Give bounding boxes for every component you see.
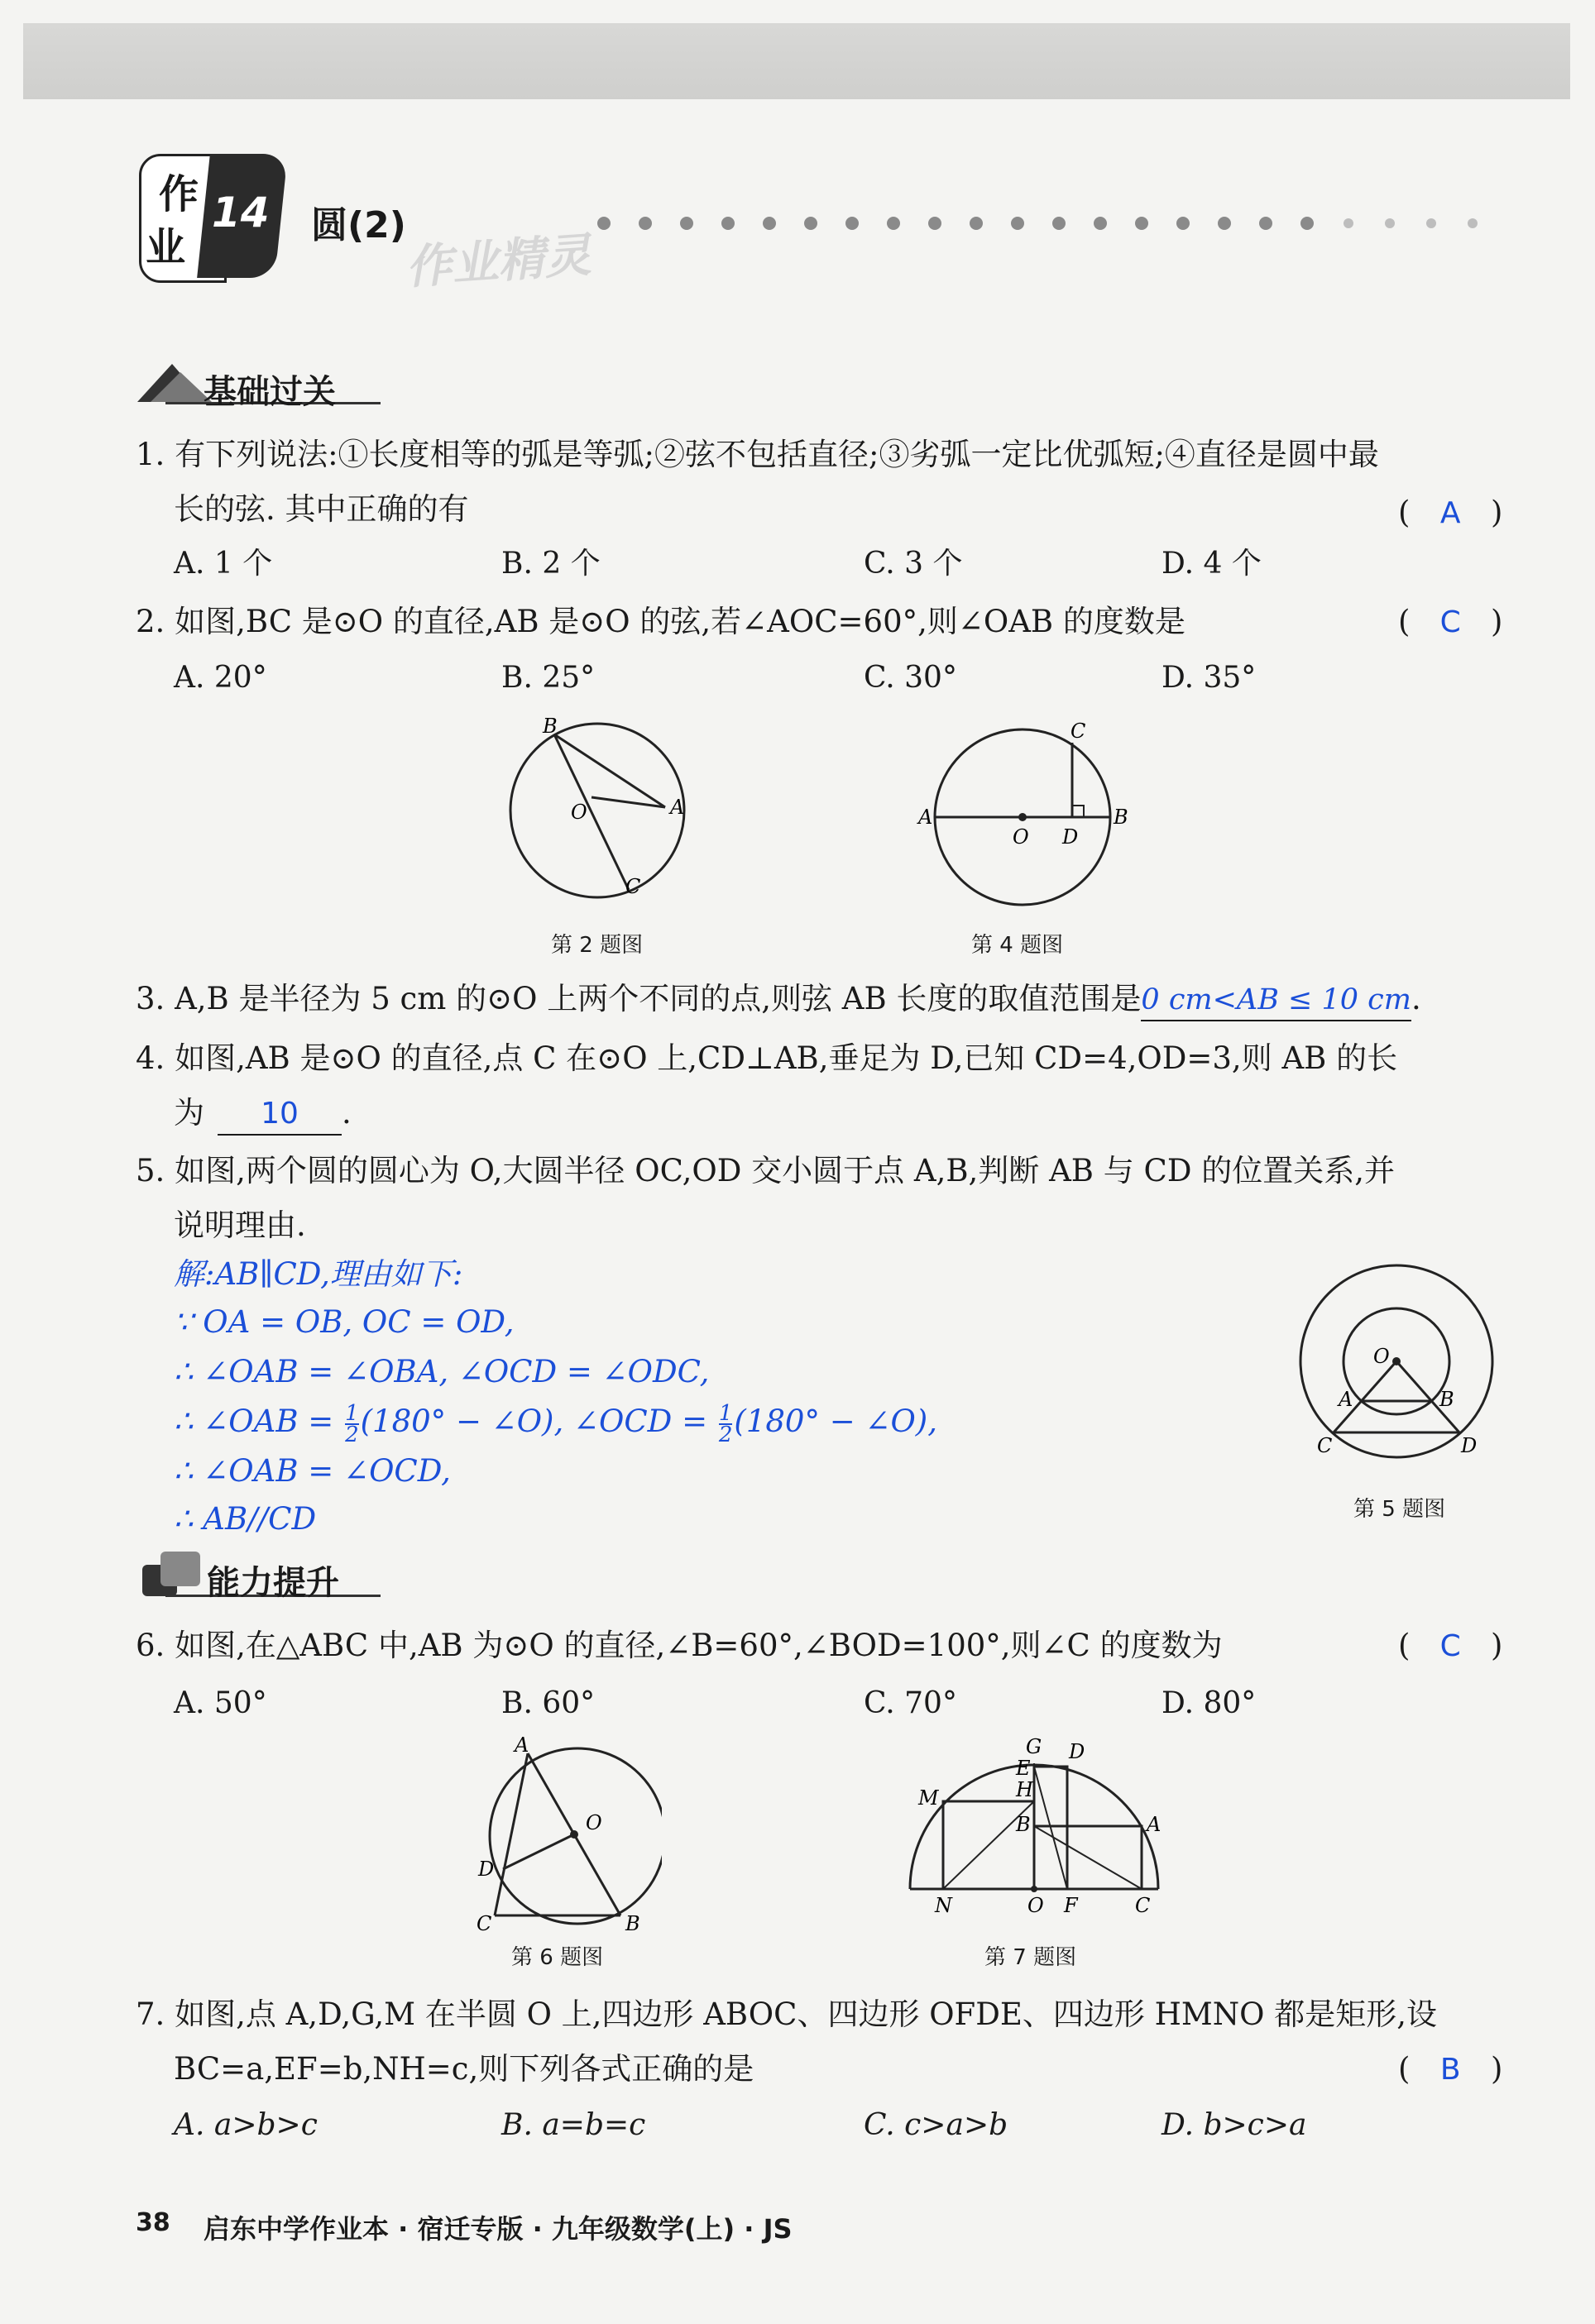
header-dots xyxy=(596,215,1564,232)
q5-solution-2: ∵ OA = OB, OC = OD, xyxy=(174,1304,515,1340)
q5-solution-4-end: (180° − ∠O), xyxy=(734,1403,938,1439)
header-dot xyxy=(721,217,735,230)
header-dot xyxy=(1052,217,1066,230)
q1-option-c: C. 3 个 xyxy=(864,547,963,581)
header-dot xyxy=(763,217,776,230)
q3-answer: 0 cm<AB ≤ 10 cm xyxy=(1141,980,1411,1021)
fig7-label-n: N xyxy=(935,1894,952,1917)
q2-option-b: B. 25° xyxy=(501,661,596,695)
header-dot xyxy=(597,217,611,230)
q1-option-b: B. 2 个 xyxy=(501,547,601,581)
q1-answer: A xyxy=(1439,496,1461,530)
fig7-label-b: B xyxy=(1016,1813,1031,1836)
fig7-label-d: D xyxy=(1069,1740,1085,1763)
q6-answer-paren xyxy=(1398,1626,1502,1666)
q4-answer: 10 xyxy=(218,1094,342,1136)
fig5-caption: 第 5 题图 xyxy=(1353,1497,1446,1522)
section-basic-title: 基础过关 xyxy=(204,373,336,411)
fig7-diag-ef xyxy=(1034,1767,1067,1889)
fig7-label-o: O xyxy=(1027,1894,1044,1917)
fig5-label-c: C xyxy=(1317,1434,1333,1457)
frac-denominator: 2 xyxy=(345,1422,359,1447)
page-title: 圆(2) xyxy=(311,204,406,246)
fraction-half xyxy=(718,1400,733,1447)
fig5-label-b: B xyxy=(1439,1388,1454,1411)
fig7-label-f: F xyxy=(1064,1894,1078,1917)
q2-answer: C xyxy=(1439,605,1461,639)
q3-end: . xyxy=(1411,981,1421,1016)
q5-line2: 说明理由. xyxy=(174,1207,306,1243)
q7-line1: 7. 如图,点 A,D,G,M 在半圆 O 上,四边形 ABOC、四边形 OFDE、四边形 HMNO 都是矩形,设 xyxy=(136,1996,1438,2032)
q4-line1: 4. 如图,AB 是⊙O 的直径,点 C 在⊙O 上,CD⊥AB,垂足为 D,已知 CD=4,OD=3,则 AB 的长 xyxy=(136,1040,1398,1076)
frac-denominator: 2 xyxy=(718,1422,733,1447)
figure-6 xyxy=(463,1737,662,1935)
fig2-caption: 第 2 题图 xyxy=(551,933,644,958)
q1-answer-paren xyxy=(1398,493,1502,533)
q6-option-a: A. 50° xyxy=(174,1686,267,1720)
q5-solution-6: ∴ AB//CD xyxy=(174,1501,317,1537)
fig6-caption: 第 6 题图 xyxy=(511,1945,604,1970)
homework-badge xyxy=(139,154,281,281)
q6-option-b: B. 60° xyxy=(501,1686,596,1720)
q2-text: 2. 如图,BC 是⊙O 的直径,AB 是⊙O 的弦,若∠AOC=60°,则∠OAB 的度数是 xyxy=(136,604,1185,639)
fig2-label-o: O xyxy=(571,801,587,824)
q7-option-c: C. c>a>b xyxy=(864,2108,1008,2142)
paren-close: ) xyxy=(1490,604,1503,639)
header-dot xyxy=(1218,217,1231,230)
fig2-circle xyxy=(510,724,684,897)
paren-close: ) xyxy=(1490,1628,1503,1663)
header-dot xyxy=(1259,217,1272,230)
fig6-radius-od xyxy=(503,1834,574,1869)
header-dot xyxy=(639,217,652,230)
paren-open: ( xyxy=(1398,1628,1411,1663)
q6-option-d: D. 80° xyxy=(1162,1686,1257,1720)
fig7-center-dot xyxy=(1031,1886,1037,1892)
paren-close: ) xyxy=(1490,2051,1503,2087)
q3-text: 3. A,B 是半径为 5 cm 的⊙O 上两个不同的点,则弦 AB 长度的取值范围是 xyxy=(136,981,1142,1016)
header-dot xyxy=(680,217,693,230)
header-dot xyxy=(928,217,941,230)
q1-option-d: D. 4 个 xyxy=(1162,547,1262,581)
q5-solution-4-mid: (180° − ∠O), ∠OCD = xyxy=(360,1403,717,1439)
header-dot xyxy=(887,217,900,230)
q4-prefix: 为 xyxy=(174,1095,204,1131)
header-dot xyxy=(804,217,817,230)
fig7-label-m: M xyxy=(918,1786,939,1810)
fig5-center-dot xyxy=(1392,1357,1401,1365)
fig5-label-a: A xyxy=(1339,1388,1353,1411)
section-advanced-title: 能力提升 xyxy=(207,1564,339,1602)
fig7-label-g: G xyxy=(1026,1735,1042,1758)
fig7-label-c: C xyxy=(1135,1894,1151,1917)
badge-char-2: 业 xyxy=(146,224,186,270)
paren-close: ) xyxy=(1490,495,1503,530)
q5-solution-5: ∴ ∠OAB = ∠OCD, xyxy=(174,1453,451,1489)
q5-solution-4-start: ∴ ∠OAB = xyxy=(174,1403,344,1439)
q4-line2 xyxy=(174,1093,352,1136)
fig7-label-h: H xyxy=(1016,1778,1033,1801)
fig2-label-a: A xyxy=(670,796,685,819)
top-band xyxy=(23,23,1570,99)
q2-option-d: D. 35° xyxy=(1162,661,1257,695)
badge-number: 14 xyxy=(212,189,270,237)
fig4-center-dot xyxy=(1018,813,1027,821)
q6-text: 6. 如图,在△ABC 中,AB 为⊙O 的直径,∠B=60°,∠BOD=100°,则∠C 的度数为 xyxy=(136,1628,1223,1663)
fig4-label-a: A xyxy=(918,806,933,829)
q2-answer-paren xyxy=(1398,602,1502,643)
header-dot xyxy=(970,217,983,230)
header-dot xyxy=(1344,218,1353,228)
fig7-diag-bc xyxy=(1034,1826,1142,1889)
header-dot xyxy=(1094,217,1107,230)
watermark: 作业精灵 xyxy=(404,228,593,295)
header-dot xyxy=(1385,218,1395,228)
q3-line xyxy=(136,979,1421,1021)
q4-end: . xyxy=(342,1095,352,1131)
figure-7 xyxy=(893,1729,1175,1935)
fig4-label-b: B xyxy=(1114,806,1128,829)
q1-option-a: A. 1 个 xyxy=(174,547,273,581)
q2-option-a: A. 20° xyxy=(174,661,267,695)
frac-numerator: 1 xyxy=(718,1400,733,1426)
fig4-label-c: C xyxy=(1071,720,1086,743)
header-dot xyxy=(1300,217,1314,230)
fig7-label-a: A xyxy=(1147,1813,1162,1836)
header-dot xyxy=(1468,218,1478,228)
fig6-label-c: C xyxy=(477,1912,492,1935)
fig4-label-d: D xyxy=(1062,825,1079,849)
q5-line1: 5. 如图,两个圆的圆心为 O,大圆半径 OC,OD 交小圆于点 A,B,判断 AB 与 CD 的位置关系,并 xyxy=(136,1153,1396,1188)
figure-5 xyxy=(1291,1257,1506,1472)
fig5-label-d: D xyxy=(1461,1434,1478,1457)
fig2-label-b: B xyxy=(543,716,558,738)
fig4-label-o: O xyxy=(1013,825,1029,849)
badge-char-1: 作 xyxy=(159,171,199,218)
paren-open: ( xyxy=(1398,495,1411,530)
paren-open: ( xyxy=(1398,2051,1411,2087)
fraction-half xyxy=(345,1400,359,1447)
q7-line2: BC=a,EF=b,NH=c,则下列各式正确的是 xyxy=(174,2051,754,2087)
fig6-label-o: O xyxy=(586,1811,602,1834)
q5-solution-1: 解:AB∥CD,理由如下: xyxy=(174,1256,463,1292)
fig4-right-angle xyxy=(1072,806,1084,817)
figure-2 xyxy=(496,716,711,906)
q7-answer: B xyxy=(1439,2053,1461,2087)
q5-solution-4 xyxy=(174,1401,937,1445)
q6-answer: C xyxy=(1439,1629,1461,1663)
q1-line1: 1. 有下列说法:①长度相等的弧是等弧;②弦不包括直径;③劣弧一定比优弧短;④直径是圆中最 xyxy=(136,437,1379,472)
q7-answer-paren xyxy=(1398,2049,1502,2090)
fig7-caption: 第 7 题图 xyxy=(984,1945,1077,1970)
paren-open: ( xyxy=(1398,604,1411,639)
q2-option-c: C. 30° xyxy=(864,661,957,695)
fig4-caption: 第 4 题图 xyxy=(971,933,1064,958)
fig5-label-o: O xyxy=(1373,1345,1390,1368)
fig6-label-a: A xyxy=(515,1737,529,1757)
fig6-label-b: B xyxy=(625,1912,640,1935)
figure-4 xyxy=(910,720,1142,910)
page-number: 38 xyxy=(136,2208,170,2237)
q5-solution-3: ∴ ∠OAB = ∠OBA, ∠OCD = ∠ODC, xyxy=(174,1354,710,1389)
fig6-center-dot xyxy=(570,1830,578,1839)
header-dot xyxy=(845,217,859,230)
frac-numerator: 1 xyxy=(345,1400,359,1426)
q7-option-b: B. a=b=c xyxy=(501,2108,646,2142)
q7-option-a: A. a>b>c xyxy=(174,2108,318,2142)
header-dot xyxy=(1011,217,1024,230)
header-dot xyxy=(1135,217,1148,230)
fig2-label-c: C xyxy=(625,875,641,898)
q7-option-d: D. b>c>a xyxy=(1162,2108,1307,2142)
header-dot xyxy=(1176,217,1190,230)
fig6-label-d: D xyxy=(478,1858,495,1881)
header-dot xyxy=(1426,218,1436,228)
q1-line2: 长的弦. 其中正确的有 xyxy=(174,491,469,527)
footer-text: 启东中学作业本 · 宿迁专版 · 九年级数学(上) · JS xyxy=(204,2213,793,2245)
q6-option-c: C. 70° xyxy=(864,1686,957,1720)
fig7-label-e: E xyxy=(1016,1757,1031,1780)
